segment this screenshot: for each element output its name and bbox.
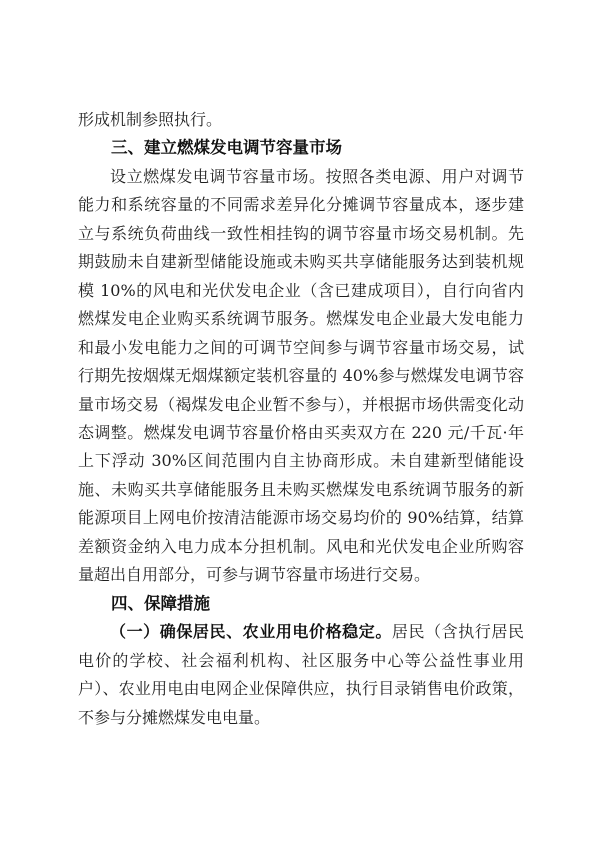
section-4-heading: 四、保障措施 — [111, 593, 210, 613]
paragraph-continuation: 形成机制参照执行。 — [78, 110, 223, 129]
document-body — [78, 106, 524, 732]
section-4-item-1-lead: （一）确保居民、农业用电价格稳定。 — [110, 622, 392, 642]
section-3-paragraph: 设立燃煤发电调节容量市场。按照各类电源、用户对调节能力和系统容量的不同需求差异化分摊调节容量成本，逐步建立与系统负荷曲线一致性相挂钩的调节容量市场交易机制。先期鼓励未自建新型储能设施或未购买共享储能服务达到装机规模 10%的风电和光伏发电企业（含已建成项目），自行向省内燃煤发电企业购买系统调节服务。燃煤发电企业最大发电能力和最小发电能力之间的可调节空间参与调节容量市场交易，试行期先按烟煤无烟煤额定装机容量的 40%参与燃煤发电调节容量市场交易（褐煤发电企业暂不参与），并根据市场供需变化动态调整。燃煤发电调节容量价格由买卖双方在 220 元/千瓦·年上下浮动 30%区间范围内自主协商形成。未自建新型储能设施、未购买共享储能服务且未购买燃煤发电系统调节服务的新能源项目上网电价按清洁能源市场交易均价的 90%结算，结算差额资金纳入电力成本分担机制。风电和光伏发电企业所购容量超出自用部分，可参与调节容量市场进行交易。 — [78, 166, 524, 585]
section-3-heading: 三、建立燃煤发电调节容量市场 — [111, 138, 342, 158]
section-4-item-1 — [78, 618, 524, 732]
section-4-item-1-body: 居民（含执行居民电价的学校、社会福利机构、社区服务中心等公益性事业用户）、农业用电由电网企业保障供应，执行目录销售电价政策，不参与分摊燃煤发电电量。 — [78, 622, 524, 727]
